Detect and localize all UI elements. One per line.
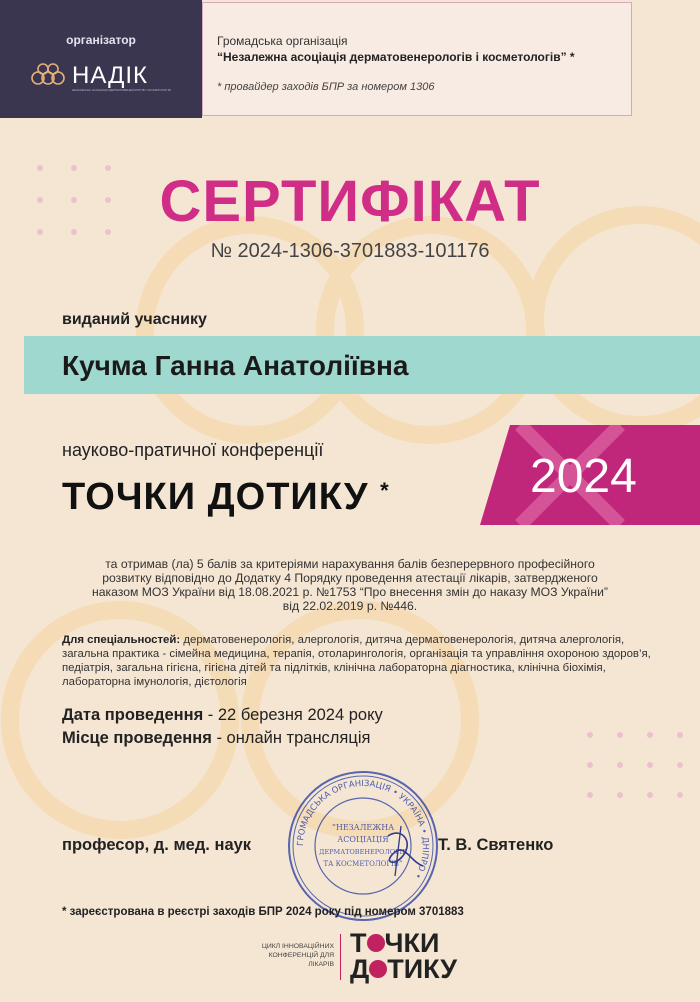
certificate-number: № 2024-1306-3701883-101176 bbox=[210, 240, 490, 262]
svg-text:ТА КОСМЕТОЛОГІВ”: ТА КОСМЕТОЛОГІВ” bbox=[323, 860, 403, 868]
brand-word-2: Д ТИКУ bbox=[350, 954, 458, 984]
event-place-value: - онлайн трансляція bbox=[211, 729, 371, 747]
cycle-line-2: КОНФЕРЕНЦІЙ ДЛЯ bbox=[268, 952, 334, 959]
credit-line-2: розвитку відповідно до Додатку 4 Порядку проведення атестації лікарів, затвердженого bbox=[102, 571, 598, 585]
specialties-label: Для спеціальностей: bbox=[62, 634, 181, 646]
credit-line-3: наказом МОЗ України від 18.08.2021 р. №1753 “Про внесення змін до наказу МОЗ України” bbox=[92, 585, 608, 599]
provider-note: * провайдер заходів БПР за номером 1306 bbox=[217, 81, 435, 93]
provider-header bbox=[202, 2, 632, 116]
event-date-label: Дата проведення bbox=[62, 706, 204, 724]
event-date bbox=[62, 706, 383, 725]
brand-word-1: Т ЧКИ bbox=[350, 928, 440, 958]
organizer-panel bbox=[0, 0, 202, 118]
issued-label: виданий учаснику bbox=[62, 311, 207, 328]
conference-subtitle: науково-пратичної конференції bbox=[62, 440, 324, 460]
event-place-label: Місце проведення bbox=[62, 729, 212, 747]
organizer-label: організатор bbox=[66, 33, 136, 47]
signer-name: Т. В. Святенко bbox=[438, 836, 554, 854]
logo-wordmark: НАДІК bbox=[72, 62, 149, 89]
specialties bbox=[62, 633, 672, 689]
svg-text:ДЕРМАТОВЕНЕРОЛОГІВ: ДЕРМАТОВЕНЕРОЛОГІВ bbox=[319, 848, 407, 856]
conference-year: 2024 bbox=[530, 450, 637, 503]
recipient-name: Кучма Ганна Анатоліївна bbox=[62, 350, 409, 381]
svg-text:АСОЦІАЦІЯ: АСОЦІАЦІЯ bbox=[337, 835, 389, 844]
conference-cycle-caption bbox=[232, 942, 334, 969]
conference-name: ТОЧКИ ДОТИКУ bbox=[62, 476, 369, 518]
credit-statement bbox=[40, 557, 660, 613]
provider-type: Громадська організація bbox=[217, 34, 348, 48]
event-date-value: - 22 березня 2024 року bbox=[203, 706, 383, 724]
svg-text:“НЕЗАЛЕЖНА: “НЕЗАЛЕЖНА bbox=[331, 823, 395, 832]
conference-star: * bbox=[380, 478, 390, 503]
certificate-title: СЕРТИФІКАТ bbox=[159, 169, 541, 234]
organization-seal bbox=[283, 766, 443, 926]
cycle-line-3: ЛІКАРІВ bbox=[308, 961, 334, 968]
registry-footnote: * зареєстрована в реєстрі заходів БПР 2024 року під номером 3701883 bbox=[62, 906, 464, 918]
specialties-list: дерматовенерологія, алергологія, дитяча дерматовенерологія, дитяча алергологія, загальна практика - сімейна медицина, терапія, отоларингологія, організація та управління охороною здоров’я, педіатрія, загальна гігієна, гігієна дітей та підлітків, клінічна лабораторна діагностика, клінічна біохімія, лабораторна імунологія, дієтологія bbox=[62, 634, 651, 688]
event-place bbox=[62, 729, 370, 748]
provider-name: “Незалежна асоціація дерматовенерологів і косметологів” * bbox=[217, 50, 575, 64]
credit-line-1: та отримав (ла) 5 балів за критеріями нарахування балів безперервного професійного bbox=[105, 557, 595, 571]
conference-title bbox=[62, 476, 390, 519]
signer-title: професор, д. мед. наук bbox=[62, 836, 252, 854]
brand-dot-icon bbox=[369, 960, 387, 978]
svg-text:ГРОМАДСЬКА ОРГАНІЗАЦІЯ • УКРАЇ: ГРОМАДСЬКА ОРГАНІЗАЦІЯ • УКРАЇНА • ДНІПРО • bbox=[295, 778, 431, 881]
logo-subtitle: НЕЗАЛЕЖНА АСОЦІАЦІЯ ДЕРМАТОВЕНЕРОЛОГІВ І КОСМЕТОЛОГІВ bbox=[72, 88, 171, 92]
brand-dot-icon bbox=[367, 934, 385, 952]
brand-divider bbox=[340, 934, 341, 980]
credit-line-4: від 22.02.2019 р. №446. bbox=[282, 599, 418, 613]
cycle-line-1: ЦИКЛ ІННОВАЦІЙНИХ bbox=[261, 943, 334, 950]
